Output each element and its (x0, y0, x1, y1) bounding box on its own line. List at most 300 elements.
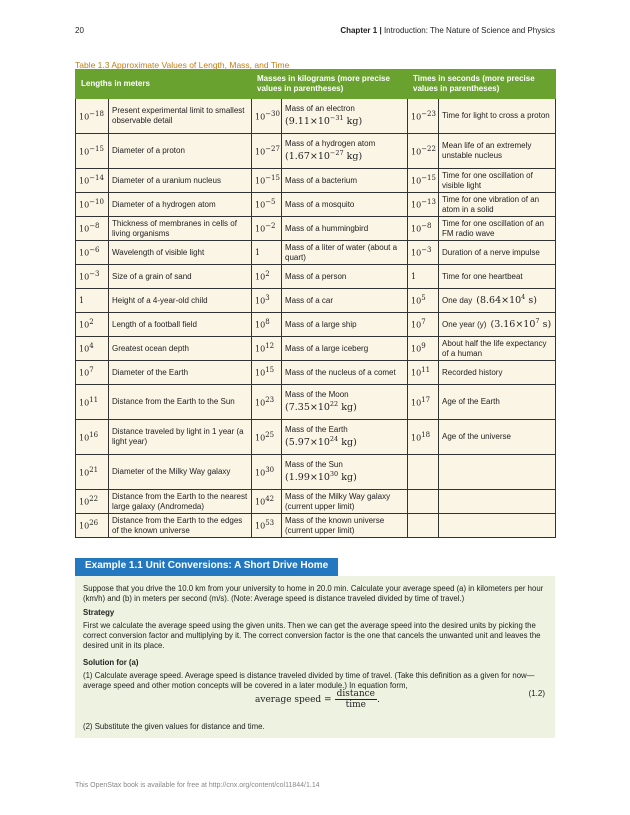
mass-power-exponent: −5 (265, 198, 276, 207)
length-power (76, 289, 109, 313)
mass-desc-text: Mass of a liter of water (about a quart) (285, 242, 398, 262)
table-row (76, 490, 556, 514)
time-desc-text: Recorded history (442, 367, 503, 377)
length-power-exponent: −6 (89, 246, 100, 255)
precise-unit: kg (346, 151, 359, 163)
time-power-exponent: −13 (421, 198, 436, 207)
time-power-base: 10 (411, 433, 422, 443)
mass-desc (282, 193, 408, 217)
time-power-exponent: 18 (421, 430, 431, 439)
mass-power (252, 385, 282, 420)
time-power-base: 10 (411, 321, 422, 331)
time-desc (439, 241, 556, 265)
length-power-exponent: 16 (89, 430, 99, 439)
time-power-exponent: −15 (421, 174, 436, 183)
length-desc (109, 361, 252, 385)
table-row (76, 265, 556, 289)
mass-desc (282, 455, 408, 490)
length-power-base: 10 (79, 369, 90, 379)
length-power-exponent: −15 (89, 144, 104, 153)
time-power (408, 134, 439, 169)
precise-unit: s (528, 295, 534, 307)
precise-value: ($1.67\times 10^{-27}$ kg) (285, 149, 363, 163)
time-desc-text: Age of the universe (442, 432, 511, 442)
mass-power (252, 490, 282, 514)
table-row (76, 455, 556, 490)
time-power-exponent: 9 (421, 342, 426, 351)
precise-unit: kg (341, 472, 354, 484)
strategy-text: First we calculate the average speed using the given units. Then we can get the average speed into the desired units by picking the correct conversion factor and multiplying by it. The correct conversion factor is the one that cancels the unwanted unit and leaves the desired unit in its place. (83, 621, 541, 650)
precise-value: ($7.35\times 10^{22}$ kg) (285, 400, 357, 414)
time-power-exponent: 5 (421, 294, 426, 303)
mass-power-exponent: 2 (265, 270, 270, 279)
mass-desc (282, 241, 408, 265)
time-power (408, 361, 439, 385)
time-power (408, 490, 439, 514)
length-power (76, 241, 109, 265)
mass-power (252, 217, 282, 241)
length-power-base: 10 (79, 225, 90, 235)
time-power (408, 265, 439, 289)
formula-denominator: time (345, 700, 366, 710)
length-desc-text: Size of a grain of sand (112, 271, 192, 281)
length-power-exponent: 26 (89, 519, 99, 528)
length-power-base: 10 (79, 147, 90, 157)
chapter-separator: | (379, 26, 382, 35)
precise-exponent: 4 (521, 293, 526, 302)
length-desc (109, 455, 252, 490)
time-desc (439, 134, 556, 169)
time-power-base: 10 (411, 112, 422, 122)
length-desc (109, 193, 252, 217)
time-power-base: 10 (411, 177, 422, 187)
length-power-base: 10 (79, 498, 90, 508)
time-power (408, 514, 439, 538)
length-power-exponent: −10 (89, 198, 104, 207)
mass-desc-text: Mass of the Earth (285, 425, 348, 435)
table-row (76, 217, 556, 241)
formula-period: . (377, 694, 380, 705)
speed-formula (255, 689, 380, 710)
length-power (76, 169, 109, 193)
mass-desc-text: Mass of the Milky Way galaxy (current upper limit) (285, 491, 391, 511)
mass-power (252, 455, 282, 490)
length-power-base: 10 (79, 249, 90, 259)
formula-lhs: average speed = (255, 694, 332, 705)
mass-power-base: 10 (255, 201, 266, 211)
time-power-base: 10 (411, 147, 422, 157)
mass-desc (282, 337, 408, 361)
time-power (408, 385, 439, 420)
mass-power-exponent: 42 (265, 495, 275, 504)
mass-power (252, 289, 282, 313)
length-power-base: 10 (79, 433, 90, 443)
length-power-base: 10 (79, 522, 90, 532)
precise-exponent: −27 (329, 149, 344, 158)
mass-power-base: 10 (255, 498, 266, 508)
length-power (76, 420, 109, 455)
table-row (76, 420, 556, 455)
equation-number: (1.2) (528, 689, 545, 698)
time-power-exponent: −3 (421, 246, 432, 255)
strategy-heading: Strategy (83, 608, 115, 617)
length-desc-text: Present experimental limit to smallest observable detail (112, 106, 245, 125)
length-desc-text: Distance from the Earth to the edges of the known universe (112, 515, 243, 535)
precise-value: ($3.16\times 10^7$ s) (490, 317, 552, 331)
time-desc-text: Time for one oscillation of visible light (442, 170, 533, 190)
time-power-base: 10 (411, 369, 422, 379)
length-desc-text: Diameter of the Milky Way galaxy (112, 467, 231, 477)
length-desc-text: Diameter of a uranium nucleus (112, 175, 221, 185)
length-power-exponent: −8 (89, 222, 100, 231)
time-power-base: 10 (411, 297, 422, 307)
mass-power-exponent: −30 (265, 109, 280, 118)
length-power (76, 337, 109, 361)
mass-power-exponent: 25 (265, 430, 275, 439)
length-power-exponent: −3 (89, 270, 100, 279)
precise-exponent: 22 (329, 400, 339, 409)
mass-power (252, 241, 282, 265)
example-title: Example 1.1 Unit Conversions: A Short Drive Home (75, 558, 338, 576)
length-desc-text: Wavelength of visible light (112, 247, 205, 257)
time-desc (439, 169, 556, 193)
table-row (76, 337, 556, 361)
table-row (76, 313, 556, 337)
length-power (76, 217, 109, 241)
mass-power-base: 10 (255, 345, 266, 355)
mass-desc (282, 265, 408, 289)
mass-power-base: 10 (255, 433, 266, 443)
time-power (408, 455, 439, 490)
time-desc-text: Duration of a nerve impulse (442, 247, 540, 257)
precise-unit: s (542, 319, 548, 331)
length-power-exponent: 22 (89, 495, 99, 504)
time-power (408, 241, 439, 265)
time-power-base: 1 (411, 271, 417, 281)
mass-desc (282, 313, 408, 337)
mass-desc-text: Mass of a hummingbird (285, 223, 369, 233)
time-power (408, 217, 439, 241)
mass-power-exponent: 12 (265, 342, 275, 351)
precise-unit: kg (346, 116, 359, 128)
table-row (76, 514, 556, 538)
mass-power-base: 10 (255, 398, 266, 408)
mass-power-base: 10 (255, 522, 266, 532)
length-power-exponent: −14 (89, 174, 104, 183)
length-desc (109, 217, 252, 241)
precise-mantissa: 8.64×10 (479, 295, 522, 307)
time-desc (439, 217, 556, 241)
length-desc (109, 420, 252, 455)
length-power-exponent: 7 (89, 366, 94, 375)
precise-mantissa: 5.97×10 (288, 437, 330, 449)
time-power-base: 10 (411, 345, 422, 355)
mass-power (252, 337, 282, 361)
table-header-row (76, 70, 556, 99)
length-desc-text: Diameter of the Earth (112, 367, 189, 377)
time-desc (439, 361, 556, 385)
mass-desc-text: Mass of a bacterium (285, 175, 358, 185)
length-desc (109, 337, 252, 361)
length-power-exponent: 2 (89, 318, 94, 327)
time-power-exponent: 7 (421, 318, 426, 327)
time-desc (439, 514, 556, 538)
length-desc (109, 134, 252, 169)
table-row (76, 99, 556, 134)
table-row (76, 134, 556, 169)
precise-mantissa: 3.16×10 (494, 319, 536, 331)
header-times: Times in seconds (more precise values in parentheses) (408, 70, 556, 99)
length-power-base: 10 (79, 177, 90, 187)
precise-exponent: 7 (535, 317, 540, 326)
length-power-base: 10 (79, 468, 90, 478)
mass-power (252, 265, 282, 289)
mass-power-exponent: 23 (265, 395, 275, 404)
precise-value: ($9.11\times 10^{-31}$ kg) (285, 114, 363, 128)
time-desc (439, 490, 556, 514)
table-caption: Table 1.3 Approximate Values of Length, Mass, and Time (75, 60, 290, 70)
mass-power (252, 193, 282, 217)
example-intro: Suppose that you drive the 10.0 km from your university to home in 20.0 min. Calculate your average speed (a) in kilometers per hour (km/h) and (b) in meters per second (m/s). (Note: Average speed is distance traveled divided by time of travel.) (83, 584, 544, 603)
time-desc (439, 99, 556, 134)
precise-mantissa: 1.99×10 (288, 472, 330, 484)
mass-desc (282, 169, 408, 193)
table-row (76, 385, 556, 420)
length-power-exponent: 4 (89, 342, 94, 351)
values-table (75, 69, 556, 538)
table-row (76, 289, 556, 313)
mass-desc-text: Mass of a large iceberg (285, 343, 369, 353)
length-desc (109, 514, 252, 538)
precise-value: ($8.64\times 10^4$ s) (476, 293, 537, 307)
mass-power-exponent: −15 (265, 174, 280, 183)
mass-desc (282, 514, 408, 538)
length-desc (109, 241, 252, 265)
length-power-base: 10 (79, 273, 90, 283)
length-power (76, 361, 109, 385)
mass-power (252, 361, 282, 385)
length-power-base: 10 (79, 398, 90, 408)
time-desc-text: One year (y) (442, 320, 487, 330)
chapter-label: Chapter 1 (340, 26, 378, 35)
length-desc-text: Height of a 4-year-old child (112, 295, 208, 305)
time-power (408, 193, 439, 217)
mass-power-exponent: −27 (265, 144, 280, 153)
mass-desc (282, 361, 408, 385)
time-power (408, 169, 439, 193)
time-desc (439, 193, 556, 217)
page-footer: This OpenStax book is available for free at http://cnx.org/content/col11844/1.14 (75, 782, 320, 789)
time-desc-text: One day (442, 296, 473, 306)
length-power (76, 134, 109, 169)
solution-heading: Solution for (a) (83, 658, 139, 667)
precise-value: ($1.99\times 10^{30}$ kg) (285, 470, 357, 484)
time-desc (439, 455, 556, 490)
mass-power-base: 1 (255, 247, 261, 257)
time-power (408, 289, 439, 313)
mass-desc-text: Mass of the Moon (285, 390, 349, 400)
mass-desc-text: Mass of a mosquito (285, 199, 355, 209)
mass-power (252, 313, 282, 337)
step-2-text: (2) Substitute the given values for distance and time. (83, 722, 265, 731)
time-desc-text: Time for one oscillation of an FM radio wave (442, 218, 544, 238)
mass-desc-text: Mass of the known universe (current upper limit) (285, 515, 385, 535)
mass-power (252, 134, 282, 169)
precise-value: ($5.97\times 10^{24}$ kg) (285, 435, 357, 449)
mass-power-base: 10 (255, 468, 266, 478)
length-desc (109, 99, 252, 134)
length-power (76, 99, 109, 134)
length-desc (109, 385, 252, 420)
time-power-base: 10 (411, 201, 422, 211)
mass-desc-text: Mass of a large ship (285, 319, 357, 329)
time-desc (439, 337, 556, 361)
mass-desc-text: Mass of a person (285, 271, 347, 281)
mass-power (252, 99, 282, 134)
length-power (76, 455, 109, 490)
length-desc-text: Greatest ocean depth (112, 343, 189, 353)
length-power-exponent: 11 (89, 395, 99, 404)
mass-power-exponent: 15 (265, 366, 275, 375)
mass-power-base: 10 (255, 112, 266, 122)
length-power-exponent: 21 (89, 465, 99, 474)
time-power-exponent: −8 (421, 222, 432, 231)
mass-desc (282, 134, 408, 169)
time-power (408, 420, 439, 455)
length-desc (109, 169, 252, 193)
header-lengths: Lengths in meters (76, 70, 252, 99)
length-desc-text: Diameter of a proton (112, 146, 185, 156)
time-power-exponent: −23 (421, 109, 436, 118)
mass-desc (282, 385, 408, 420)
length-desc-text: Diameter of a hydrogen atom (112, 199, 216, 209)
length-power (76, 490, 109, 514)
page-number: 20 (75, 26, 84, 35)
mass-desc-text: Mass of the Sun (285, 460, 343, 470)
example-box (75, 576, 555, 738)
time-power-exponent: 11 (421, 366, 431, 375)
table-row (76, 241, 556, 265)
time-power-exponent: 17 (421, 395, 431, 404)
mass-power-exponent: 53 (265, 519, 275, 528)
header-masses: Masses in kilograms (more precise values in parentheses) (252, 70, 408, 99)
mass-desc-text: Mass of a hydrogen atom (285, 139, 376, 149)
mass-power-exponent: 30 (265, 465, 275, 474)
length-power-exponent: −18 (89, 109, 104, 118)
time-power-base: 10 (411, 225, 422, 235)
mass-power-base: 10 (255, 273, 266, 283)
time-power-base: 10 (411, 249, 422, 259)
length-desc-text: Distance traveled by light in 1 year (a light year) (112, 427, 244, 446)
length-power (76, 313, 109, 337)
formula-numerator: distance (336, 689, 375, 699)
table-row (76, 361, 556, 385)
mass-power-base: 10 (255, 297, 266, 307)
mass-power-base: 10 (255, 177, 266, 187)
length-power-base: 10 (79, 201, 90, 211)
time-desc (439, 385, 556, 420)
time-power (408, 313, 439, 337)
time-desc-text: Time for one vibration of an atom in a solid (442, 194, 540, 214)
time-desc-text: Mean life of an extremely unstable nucleus (442, 141, 532, 160)
mass-desc-text: Mass of a car (285, 295, 334, 305)
time-desc-text: Time for light to cross a proton (442, 111, 550, 121)
mass-power-exponent: −2 (265, 222, 276, 231)
time-desc-text: About half the life expectancy of a human (442, 338, 547, 358)
mass-power-base: 10 (255, 147, 266, 157)
mass-desc (282, 99, 408, 134)
mass-power-base: 10 (255, 225, 266, 235)
table-row (76, 193, 556, 217)
time-desc (439, 265, 556, 289)
length-power-base: 10 (79, 112, 90, 122)
mass-power-exponent: 3 (265, 294, 270, 303)
time-power (408, 337, 439, 361)
table-row (76, 169, 556, 193)
time-desc-text: Time for one heartbeat (442, 271, 523, 281)
mass-desc-text: Mass of an electron (285, 104, 355, 114)
mass-desc-text: Mass of the nucleus of a comet (285, 367, 396, 377)
length-desc (109, 289, 252, 313)
time-desc (439, 420, 556, 455)
time-desc-text: Age of the Earth (442, 397, 500, 407)
precise-mantissa: 9.11×10 (288, 116, 330, 128)
length-desc (109, 490, 252, 514)
length-power-base: 10 (79, 345, 90, 355)
precise-mantissa: 7.35×10 (288, 402, 330, 414)
step-1-text: (1) Calculate average speed. Average speed is distance traveled divided by time of travel. (Take this definition as a given for now—average speed and other motion concepts will be covered in a later module.) In equation form, (83, 671, 535, 690)
mass-power-exponent: 8 (265, 318, 270, 327)
length-power-base: 1 (79, 295, 85, 305)
chapter-title: Introduction: The Nature of Science and Physics (383, 26, 555, 35)
precise-exponent: 24 (329, 435, 339, 444)
mass-power (252, 420, 282, 455)
length-desc (109, 313, 252, 337)
mass-power-base: 10 (255, 369, 266, 379)
time-desc (439, 289, 556, 313)
length-desc-text: Distance from the Earth to the nearest large galaxy (Andromeda) (112, 491, 248, 511)
mass-desc (282, 490, 408, 514)
mass-desc (282, 420, 408, 455)
time-power-exponent: −22 (421, 144, 436, 153)
length-power (76, 514, 109, 538)
length-desc (109, 265, 252, 289)
mass-power (252, 514, 282, 538)
precise-mantissa: 1.67×10 (288, 151, 330, 163)
precise-unit: kg (341, 402, 354, 414)
mass-power-base: 10 (255, 321, 266, 331)
length-power-base: 10 (79, 321, 90, 331)
mass-desc (282, 289, 408, 313)
formula-fraction (335, 689, 377, 710)
length-desc-text: Length of a football field (112, 319, 197, 329)
time-desc (439, 313, 556, 337)
length-power (76, 193, 109, 217)
example-title-bar (75, 558, 555, 578)
mass-desc (282, 217, 408, 241)
length-desc-text: Distance from the Earth to the Sun (112, 397, 235, 407)
table-body (76, 99, 556, 538)
length-power (76, 385, 109, 420)
running-header (340, 26, 555, 35)
time-power (408, 99, 439, 134)
length-desc-text: Thickness of membranes in cells of living organisms (112, 218, 237, 238)
length-power (76, 265, 109, 289)
precise-exponent: 30 (329, 470, 339, 479)
time-power-base: 10 (411, 398, 422, 408)
mass-power (252, 169, 282, 193)
precise-exponent: −31 (329, 114, 344, 123)
